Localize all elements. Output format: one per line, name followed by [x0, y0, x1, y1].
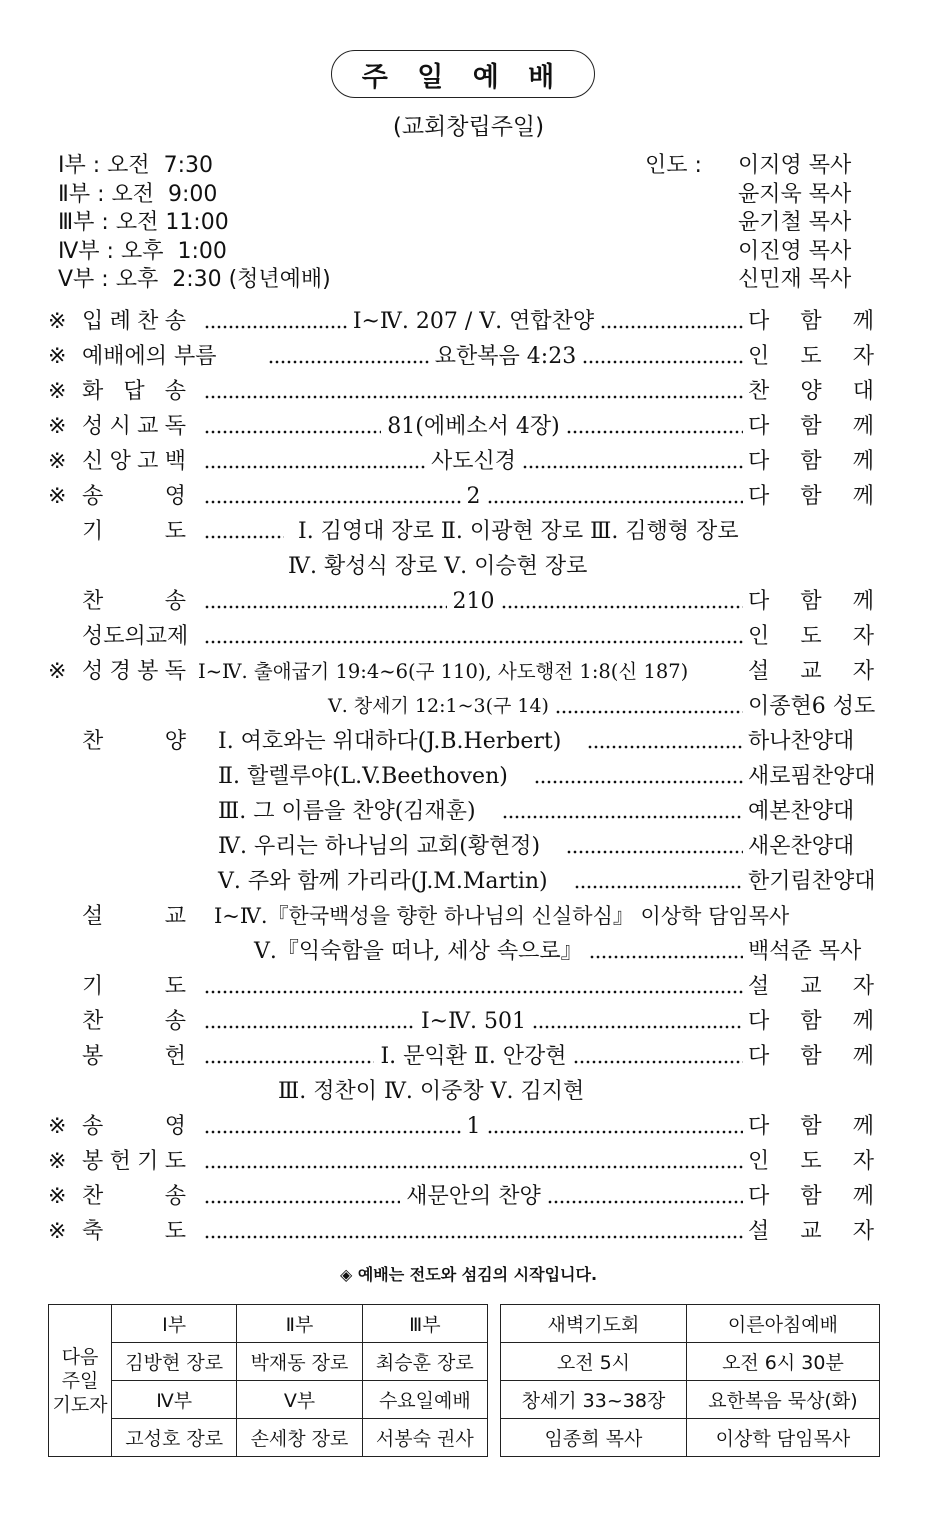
table-cell: Ⅰ부 [112, 1305, 237, 1343]
stand-mark: ※ [48, 309, 67, 334]
order-row [0, 724, 937, 759]
table-cell: Ⅱ부 [237, 1305, 362, 1343]
order-person: 다 함 께 [748, 414, 874, 439]
table-cell: 요한복음 묵상(화) [686, 1381, 879, 1419]
order-middle [200, 1109, 747, 1144]
table-cell: Ⅲ부 [362, 1305, 487, 1343]
table-cell: Ⅴ부 [237, 1381, 362, 1419]
table-cell: 손세창 장로 [237, 1419, 362, 1457]
order-person: 한기림찬양대 [748, 869, 876, 894]
footer-note: ◈ 예배는 전도와 섬김의 시작입니다. [339, 1265, 598, 1284]
stand-mark: ※ [48, 1184, 67, 1209]
order-row [0, 1109, 937, 1144]
order-middle [200, 1179, 747, 1214]
order-item: 요한복음 4:23 [434, 344, 577, 369]
order-label: 기 도 [82, 519, 186, 544]
order-row [0, 1004, 937, 1039]
order-row [0, 899, 937, 934]
early-service-table [500, 1304, 880, 1457]
order-middle [200, 374, 747, 409]
stand-mark: ※ [48, 379, 67, 404]
service-time-1: Ⅰ부 : 오전 7:30 [58, 153, 214, 178]
order-row [0, 864, 937, 899]
worship-order [0, 304, 937, 1249]
order-row [0, 829, 937, 864]
order-item: Ⅴ. 창세기 12:1~3(구 14) [328, 695, 549, 717]
order-label: 송 영 [82, 1114, 186, 1139]
service-time-2: Ⅱ부 : 오전 9:00 [58, 181, 218, 207]
order-item: Ⅰ. 문익환 Ⅱ. 안강현 [380, 1044, 567, 1069]
order-item: 1 [466, 1114, 481, 1139]
leader-list [738, 152, 851, 295]
order-middle [200, 1004, 747, 1039]
order-item: Ⅰ~Ⅳ. 출애굽기 19:4~6(구 110), 사도행전 1:8(신 187) [198, 660, 689, 683]
order-item: Ⅰ~Ⅳ. 207 / Ⅴ. 연합찬양 [352, 309, 595, 334]
order-label: 찬 송 [82, 1009, 186, 1034]
order-row [0, 794, 937, 829]
order-label: 송 영 [82, 484, 186, 509]
order-row [0, 934, 937, 969]
order-row [0, 689, 937, 724]
stand-mark: ※ [48, 1219, 67, 1244]
table-cell: 최승훈 장로 [362, 1343, 487, 1381]
order-middle [264, 339, 747, 374]
order-person: 다 함 께 [748, 589, 874, 614]
order-label: 찬 양 [82, 729, 186, 754]
order-item: Ⅴ. 주와 함께 가리라(J.M.Martin) [218, 869, 548, 894]
stand-mark: ※ [48, 1114, 67, 1139]
order-row [0, 514, 937, 549]
order-person: 새로핌찬양대 [748, 764, 876, 789]
order-middle [200, 1214, 747, 1249]
leader-5: 신민재 목사 [738, 267, 852, 292]
order-middle [252, 934, 747, 969]
order-person: 인 도 자 [748, 1149, 874, 1174]
table-cell: 수요일예배 [362, 1381, 487, 1419]
order-item: 새문안의 찬양 [406, 1184, 541, 1209]
order-label: 입 례 찬 송 [82, 309, 186, 334]
order-middle [200, 304, 747, 339]
order-middle [200, 479, 747, 514]
order-middle [216, 759, 747, 794]
order-middle [200, 409, 747, 444]
stand-mark: ※ [48, 414, 67, 439]
order-person: 설 교 자 [748, 659, 874, 684]
order-person: 이종현6 성도 [748, 694, 876, 719]
service-time-5: Ⅴ부 : 오후 2:30 (청년예배) [58, 267, 331, 292]
order-row [0, 1179, 937, 1214]
order-middle [200, 584, 747, 619]
order-label: 성도의교제 [82, 624, 189, 649]
order-person: 다 함 께 [748, 1009, 874, 1034]
order-person: 하나찬양대 [748, 729, 855, 754]
table-cell: 박재동 장로 [237, 1343, 362, 1381]
order-label: 신 앙 고 백 [82, 449, 186, 474]
stand-mark: ※ [48, 659, 67, 684]
order-person: 설 교 자 [748, 1219, 874, 1244]
order-label: 설 교 [82, 904, 186, 929]
table-cell: 이른아침예배 [686, 1305, 879, 1343]
leader-label: 인도 : [645, 153, 702, 178]
order-middle [216, 864, 747, 899]
order-row [0, 549, 937, 584]
service-time-4: Ⅳ부 : 오후 1:00 [58, 238, 227, 264]
order-item: Ⅰ~Ⅳ.『한국백성을 향한 하나님의 신실하심』 이상학 담임목사 [214, 904, 790, 928]
order-label: 화 답 송 [82, 379, 186, 404]
order-person: 찬 양 대 [748, 379, 874, 404]
order-middle [216, 724, 747, 759]
order-label: 축 도 [82, 1219, 186, 1244]
table-cell: 김방현 장로 [112, 1343, 237, 1381]
order-person: 새온찬양대 [748, 834, 855, 859]
table-header: 다음 주일 기도자 [49, 1305, 112, 1457]
order-row [0, 479, 937, 514]
table-cell: 서봉숙 권사 [362, 1419, 487, 1457]
order-item: 2 [466, 484, 481, 509]
order-person: 백석준 목사 [748, 939, 862, 964]
order-row [0, 339, 937, 374]
order-middle [200, 514, 288, 549]
stand-mark: ※ [48, 449, 67, 474]
order-item: Ⅰ~Ⅳ. 501 [420, 1009, 527, 1034]
order-person: 인 도 자 [748, 624, 874, 649]
order-middle [216, 829, 747, 864]
order-row [0, 759, 937, 794]
order-label: 봉 헌 [82, 1044, 186, 1069]
order-row [0, 409, 937, 444]
order-middle [200, 1039, 747, 1074]
order-item: 81(에베소서 4장) [387, 414, 560, 439]
order-row [0, 584, 937, 619]
order-label: 성 경 봉 독 [82, 659, 186, 684]
order-item: Ⅴ.『익숙함을 떠나, 세상 속으로』 [254, 939, 583, 964]
stand-mark: ※ [48, 1149, 67, 1174]
table-cell: 오전 5시 [501, 1343, 687, 1381]
order-person: 예본찬양대 [748, 799, 855, 824]
order-middle [200, 1144, 747, 1179]
order-label: 기 도 [82, 974, 186, 999]
page-title: 주 일 예 배 [331, 50, 595, 98]
service-time-3: Ⅲ부 : 오전 11:00 [58, 210, 229, 235]
order-person: 인 도 자 [748, 344, 874, 369]
stand-mark: ※ [48, 344, 67, 369]
leader-1: 이지영 목사 [738, 153, 852, 178]
order-label: 찬 송 [82, 589, 186, 614]
table-cell: 오전 6시 30분 [686, 1343, 879, 1381]
next-week-prayer-table [48, 1304, 488, 1457]
order-item: 사도신경 [431, 449, 517, 474]
page-subtitle: (교회창립주일) [392, 114, 545, 140]
order-row [0, 1074, 937, 1109]
order-middle [200, 969, 747, 1004]
order-label: 예배에의 부름 [82, 344, 217, 369]
order-person: 다 함 께 [748, 1114, 874, 1139]
leader-2: 윤지욱 목사 [738, 181, 852, 207]
order-row [0, 619, 937, 654]
order-row [0, 1039, 937, 1074]
order-person: 다 함 께 [748, 309, 874, 334]
order-row [0, 1144, 937, 1179]
order-label: 성 시 교 독 [82, 414, 186, 439]
order-item: 210 [452, 589, 495, 614]
order-item: Ⅰ. 김영대 장로 Ⅱ. 이광현 장로 Ⅲ. 김행형 장로 [298, 519, 739, 544]
order-middle [326, 689, 747, 724]
order-item: Ⅳ. 우리는 하나님의 교회(황현정) [218, 834, 541, 859]
leader-4: 이진영 목사 [738, 238, 852, 264]
order-label: 봉 헌 기 도 [82, 1149, 186, 1174]
order-row [0, 1214, 937, 1249]
service-times [58, 152, 331, 295]
order-person: 다 함 께 [748, 1044, 874, 1069]
stand-mark: ※ [48, 484, 67, 509]
order-middle [200, 444, 747, 479]
table-cell: 새벽기도회 [501, 1305, 687, 1343]
table-cell: 임종희 목사 [501, 1419, 687, 1457]
order-item: Ⅳ. 황성식 장로 Ⅴ. 이승현 장로 [288, 554, 588, 579]
table-cell: 고성호 장로 [112, 1419, 237, 1457]
order-item: Ⅱ. 할렐루야(L.V.Beethoven) [218, 764, 508, 789]
order-middle [216, 794, 747, 829]
order-person: 다 함 께 [748, 484, 874, 509]
table-cell: 창세기 33~38장 [501, 1381, 687, 1419]
order-row [0, 304, 937, 339]
order-person: 설 교 자 [748, 974, 874, 999]
order-item: Ⅲ. 정찬이 Ⅳ. 이중창 Ⅴ. 김지현 [278, 1079, 585, 1104]
order-row [0, 444, 937, 479]
order-item: Ⅰ. 여호와는 위대하다(J.B.Herbert) [218, 729, 562, 754]
order-person: 다 함 께 [748, 449, 874, 474]
table-cell: 이상학 담임목사 [686, 1419, 879, 1457]
order-row [0, 969, 937, 1004]
order-row [0, 654, 937, 689]
order-middle [200, 619, 747, 654]
order-person: 다 함 께 [748, 1184, 874, 1209]
order-row [0, 374, 937, 409]
order-label: 찬 송 [82, 1184, 186, 1209]
leader-3: 윤기철 목사 [738, 210, 852, 235]
table-cell: Ⅳ부 [112, 1381, 237, 1419]
order-item: Ⅲ. 그 이름을 찬양(김재훈) [218, 799, 476, 824]
